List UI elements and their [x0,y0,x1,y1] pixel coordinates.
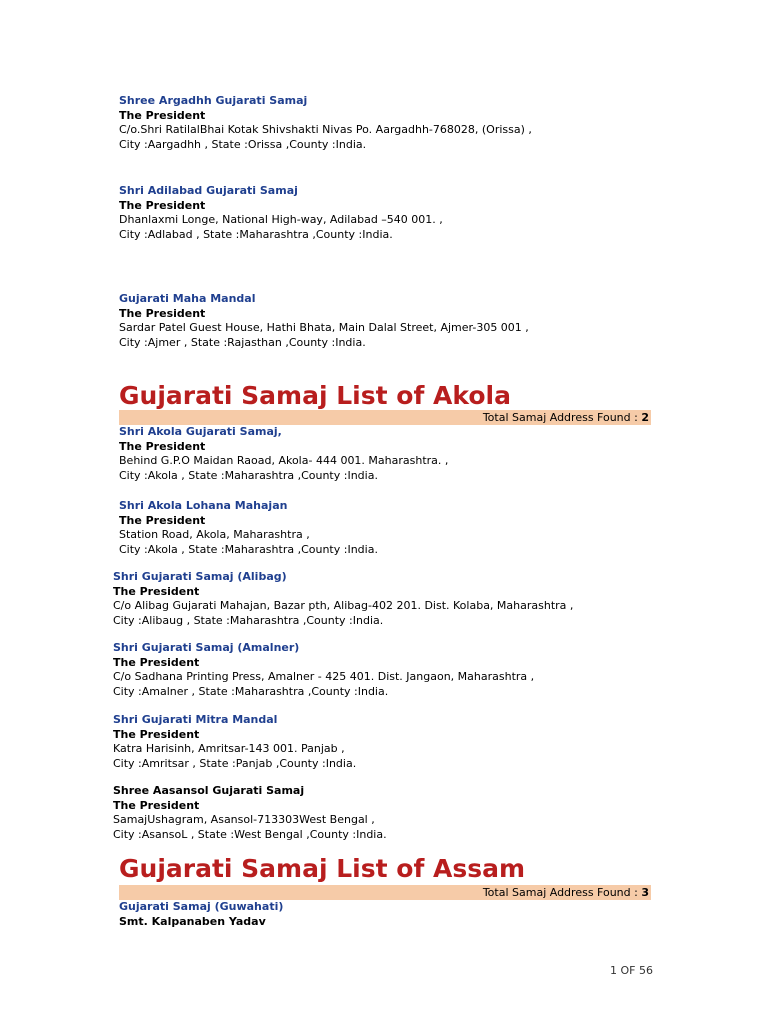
address-line: C/o Sadhana Printing Press, Amalner - 425 401. Dist. Jangaon, Maharashtra , [113,670,535,683]
contact-title: The President [113,655,200,669]
address-count-bar [119,410,651,425]
samaj-entry [113,784,387,842]
address-line: Behind G.P.O Maidan Raoad, Akola- 444 001. Maharashtra. , [119,454,449,467]
contact-title: The President [113,798,200,812]
contact-title: The President [119,108,206,122]
samaj-name: Gujarati Samaj (Guwahati) [119,900,284,913]
address-count-bar [119,885,651,900]
address-line: Katra Harisinh, Amritsar-143 001. Panjab , [113,742,345,755]
samaj-name: Shree Aasansol Gujarati Samaj [113,784,305,797]
city-line: City :Aargadhh , State :Orissa ,County :India. [119,137,367,151]
samaj-entry [119,499,378,557]
address-count-label: Total Samaj Address Found : [482,411,638,424]
city-line: City :Akola , State :Maharashtra ,County :India. [119,468,378,482]
city-line: City :Adlabad , State :Maharashtra ,County :India. [119,227,393,241]
samaj-name: Shree Argadhh Gujarati Samaj [119,94,308,107]
address-line: C/o.Shri RatilalBhai Kotak Shivshakti Nivas Po. Aargadhh-768028, (Orissa) , [119,123,532,136]
contact-title: The President [119,513,206,527]
section-heading-assam: Gujarati Samaj List of Assam [119,854,526,883]
samaj-entry [119,184,443,242]
city-line: City :AsansoL , State :West Bengal ,County :India. [113,827,387,841]
samaj-name: Gujarati Maha Mandal [119,292,256,305]
city-line: City :Amritsar , State :Panjab ,County :India. [113,756,357,770]
samaj-name: Shri Gujarati Mitra Mandal [113,713,278,726]
samaj-name: Shri Akola Gujarati Samaj, [119,425,282,438]
contact-title: The President [119,306,206,320]
samaj-entry [119,292,529,350]
contact-title: The President [119,439,206,453]
samaj-name: Shri Akola Lohana Mahajan [119,499,288,512]
city-line: City :Alibaug , State :Maharashtra ,County :India. [113,613,384,627]
samaj-name: Shri Adilabad Gujarati Samaj [119,184,298,197]
address-count-label: Total Samaj Address Found : [482,886,638,899]
contact-title: The President [113,584,200,598]
samaj-name: Shri Gujarati Samaj (Alibag) [113,570,287,583]
section-heading-akola: Gujarati Samaj List of Akola [119,381,511,410]
address-line: Station Road, Akola, Maharashtra , [119,528,310,541]
city-line: City :Amalner , State :Maharashtra ,County :India. [113,684,389,698]
contact-title: The President [113,727,200,741]
samaj-entry [113,641,534,699]
page-indicator: 1 OF 56 [610,964,653,977]
address-line: Dhanlaxmi Longe, National High-way, Adilabad –540 001. , [119,213,443,226]
address-count-value: 3 [641,886,649,899]
address-line: Sardar Patel Guest House, Hathi Bhata, Main Dalal Street, Ajmer-305 001 , [119,321,529,334]
address-line: C/o Alibag Gujarati Mahajan, Bazar pth, Alibag-402 201. Dist. Kolaba, Maharashtra , [113,599,574,612]
city-line: City :Akola , State :Maharashtra ,County :India. [119,542,378,556]
contact-title: The President [119,198,206,212]
address-count-value: 2 [641,411,649,424]
samaj-entry [119,425,448,483]
samaj-entry [113,570,573,628]
contact-title: Smt. Kalpanaben Yadav [119,914,266,928]
city-line: City :Ajmer , State :Rajasthan ,County :India. [119,335,366,349]
address-line: SamajUshagram, Asansol-713303West Bengal , [113,813,375,826]
samaj-entry [113,713,356,771]
samaj-name: Shri Gujarati Samaj (Amalner) [113,641,300,654]
samaj-entry [119,94,532,152]
samaj-entry [119,900,283,929]
